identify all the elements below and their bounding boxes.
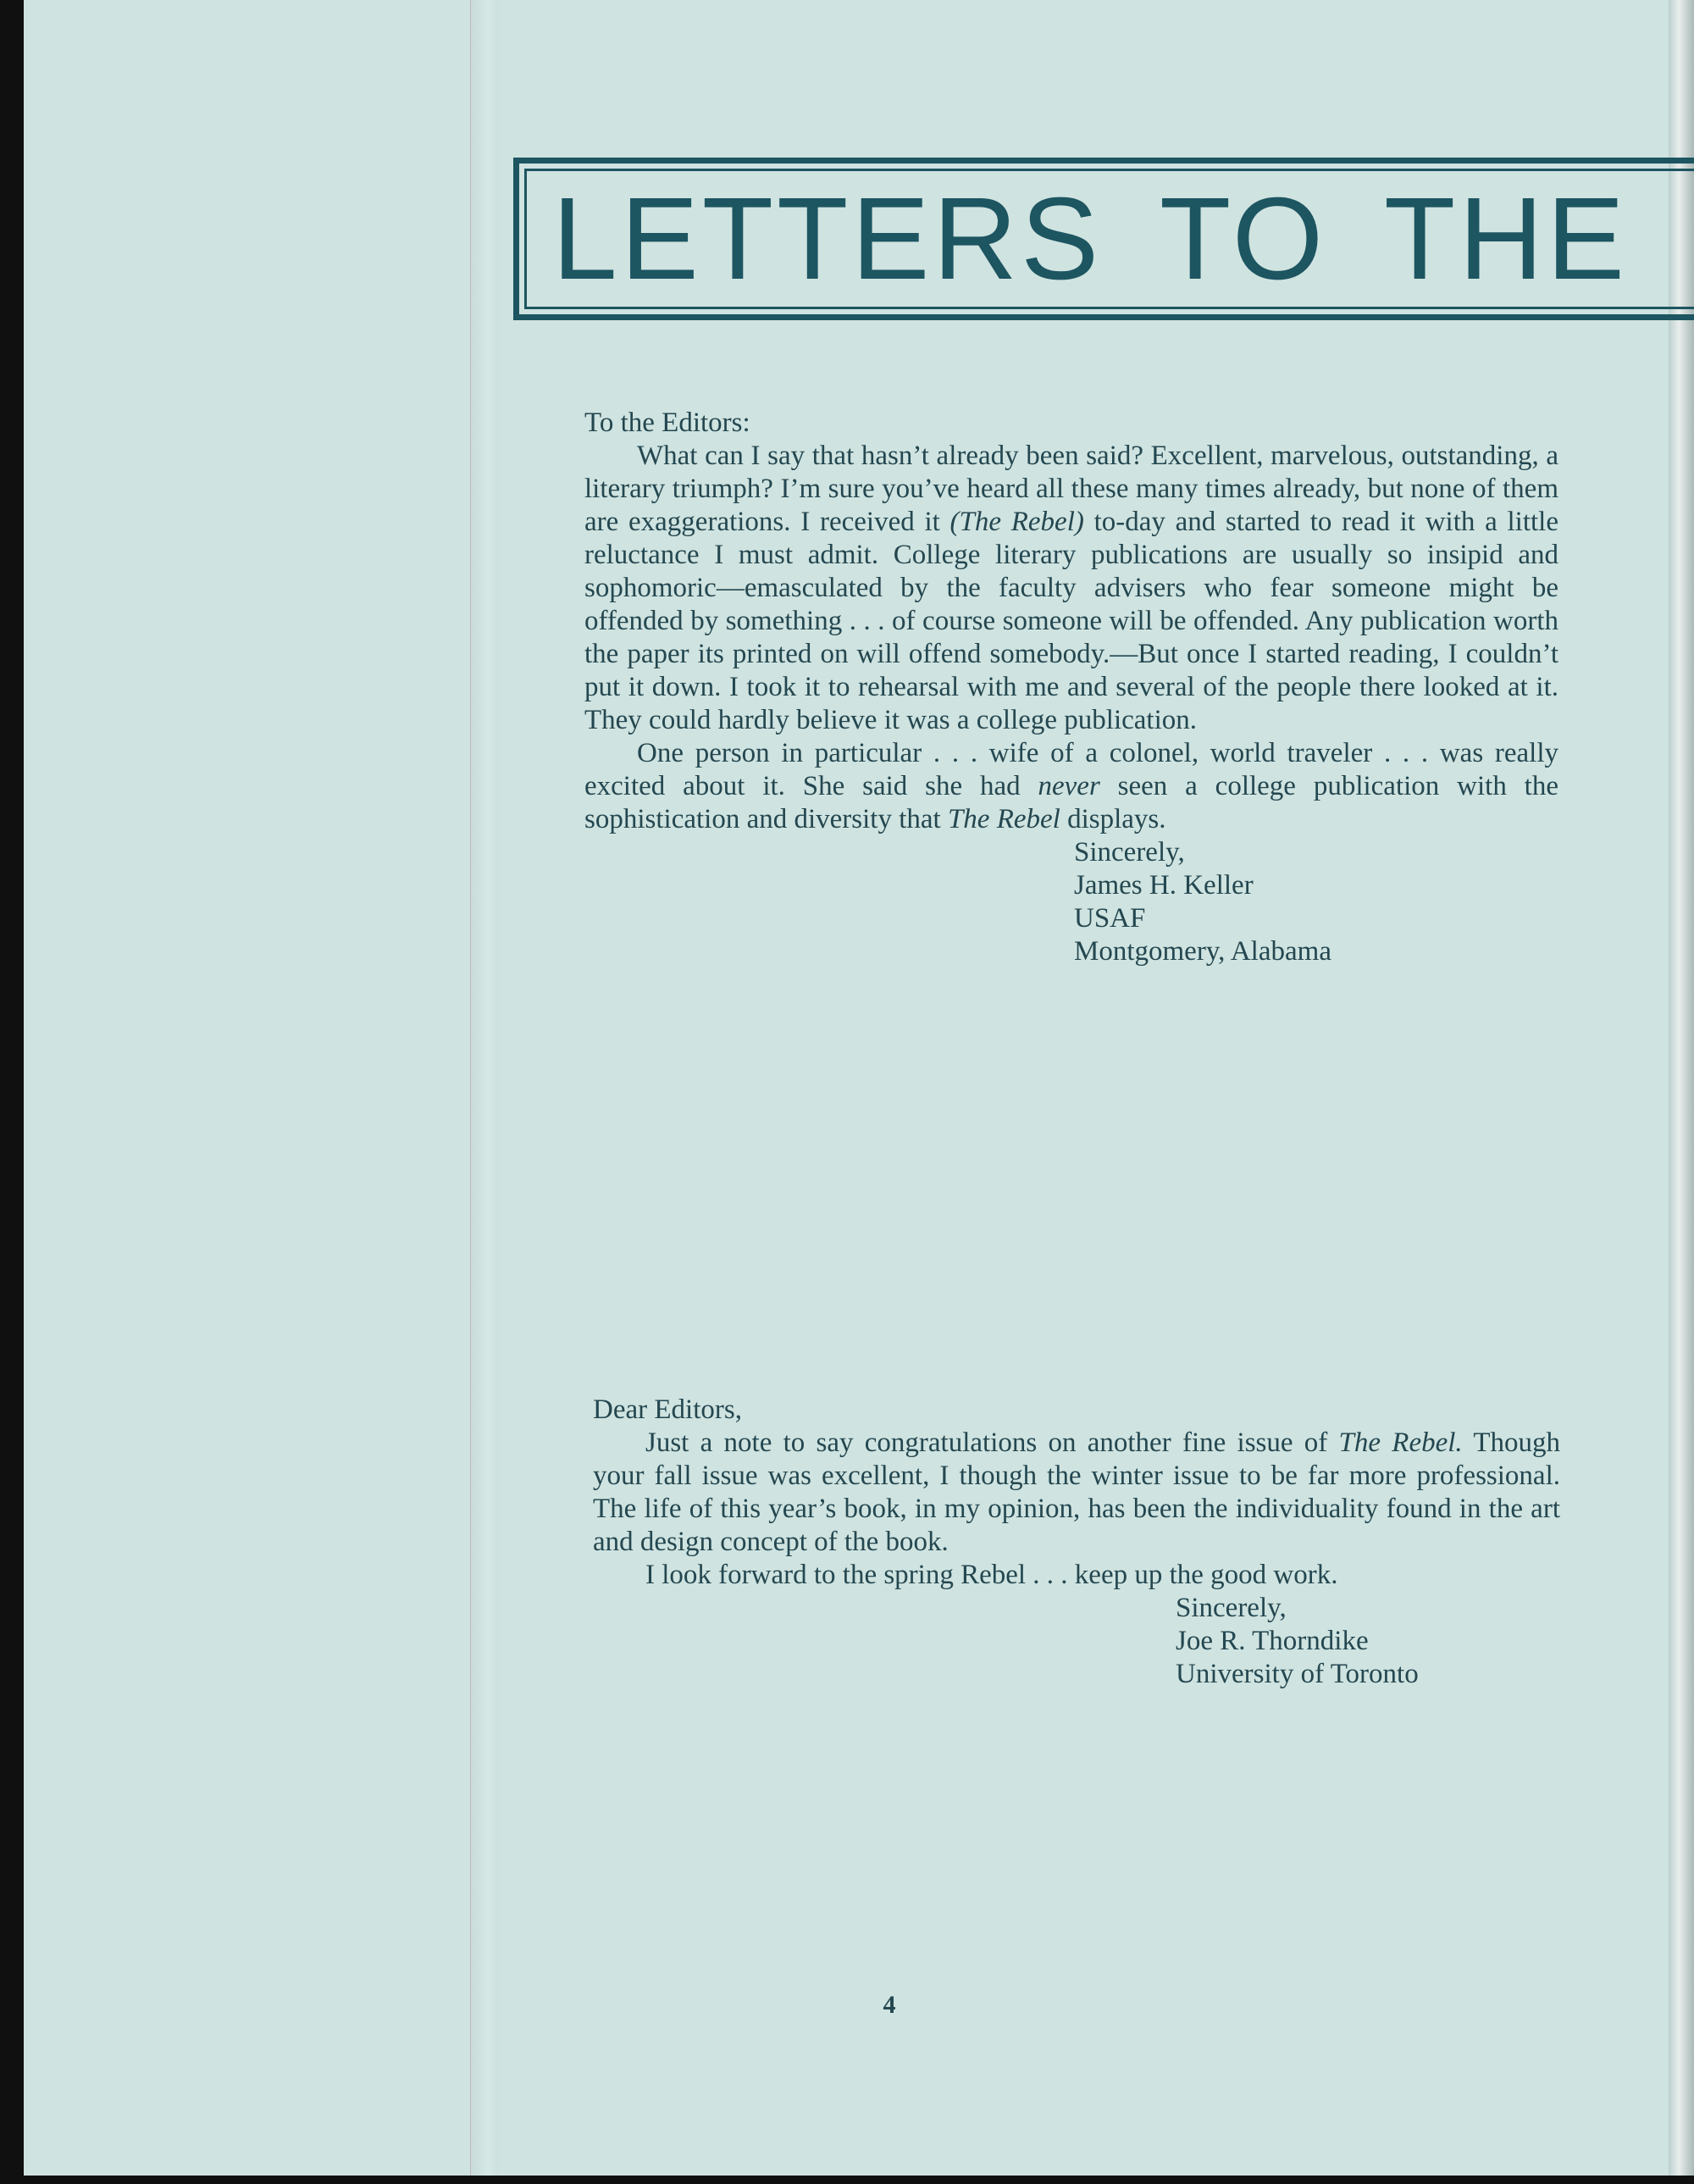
letter-1-salutation: To the Editors: [584, 407, 750, 438]
magazine-page [24, 0, 1684, 2176]
letter-1 [584, 407, 1558, 968]
signature-name: Joe R. Thorndike [1176, 1626, 1369, 1656]
text-run: to-day and started to read it with a little reluctance I must admit. College literary publications are usually so insipid and sophomoric—emasculated by the faculty advisers who fear someone might be offended by something . . . of course someone will be offended. Any publication worth the paper its printed on will offend somebody.—But once I started reading, I couldn’t put it down. I took it to rehearsal with me and several of the people there looked at it. They could hardly believe it was a college publication. [584, 507, 1558, 735]
page-title: LETTERS TO THE [552, 188, 1628, 290]
text-run: Though your fall issue was excellent, I though the winter issue to be far more professional. The life of this year’s book, in my opinion, has been the individuality found in the art and design concept of the book. [593, 1427, 1561, 1557]
signature-location: Montgomery, Alabama [1074, 936, 1331, 967]
closing: Sincerely, [1176, 1593, 1287, 1623]
text-run: seen a college publication with the sophistication and diversity that [584, 771, 1558, 834]
signature-name: James H. Keller [1074, 870, 1254, 901]
page-fold [470, 0, 500, 2176]
text-run: What can I say that hasn’t already been said? Excellent, marvelous, outstanding, a literary triumph? I’m sure you’ve heard all these many times already, but none of them are exaggerations. I received it [584, 441, 1558, 537]
signature-affiliation: USAF [1074, 903, 1146, 934]
publication-title: (The Rebel) [949, 507, 1084, 537]
letter-2-paragraph-2: I look forward to the spring Rebel . . . keep up the good work. [645, 1560, 1338, 1590]
publication-title: The Rebel. [1338, 1427, 1463, 1458]
emphasis: never [1038, 771, 1100, 801]
letter-1-signoff [1074, 836, 1558, 968]
publication-title: The Rebel [947, 804, 1060, 834]
text-run: One person in particular . . . wife of a colonel, world traveler . . . was really excited about it. She said she had [584, 738, 1558, 801]
page-number: 4 [883, 1991, 896, 2019]
letter-2-salutation: Dear Editors, [593, 1394, 742, 1425]
letter-1-paragraph-2 [584, 737, 1558, 836]
text-run: displays. [1060, 804, 1166, 834]
page-edge [1669, 0, 1694, 2176]
signature-affiliation: University of Toronto [1176, 1659, 1419, 1689]
letter-2-paragraph-1 [593, 1427, 1560, 1559]
letter-2-signoff [1176, 1592, 1560, 1691]
letter-2 [593, 1394, 1560, 1691]
closing: Sincerely, [1074, 837, 1185, 868]
letter-1-paragraph-1 [584, 440, 1558, 737]
text-run: Just a note to say congratulations on another fine issue of [645, 1427, 1339, 1458]
